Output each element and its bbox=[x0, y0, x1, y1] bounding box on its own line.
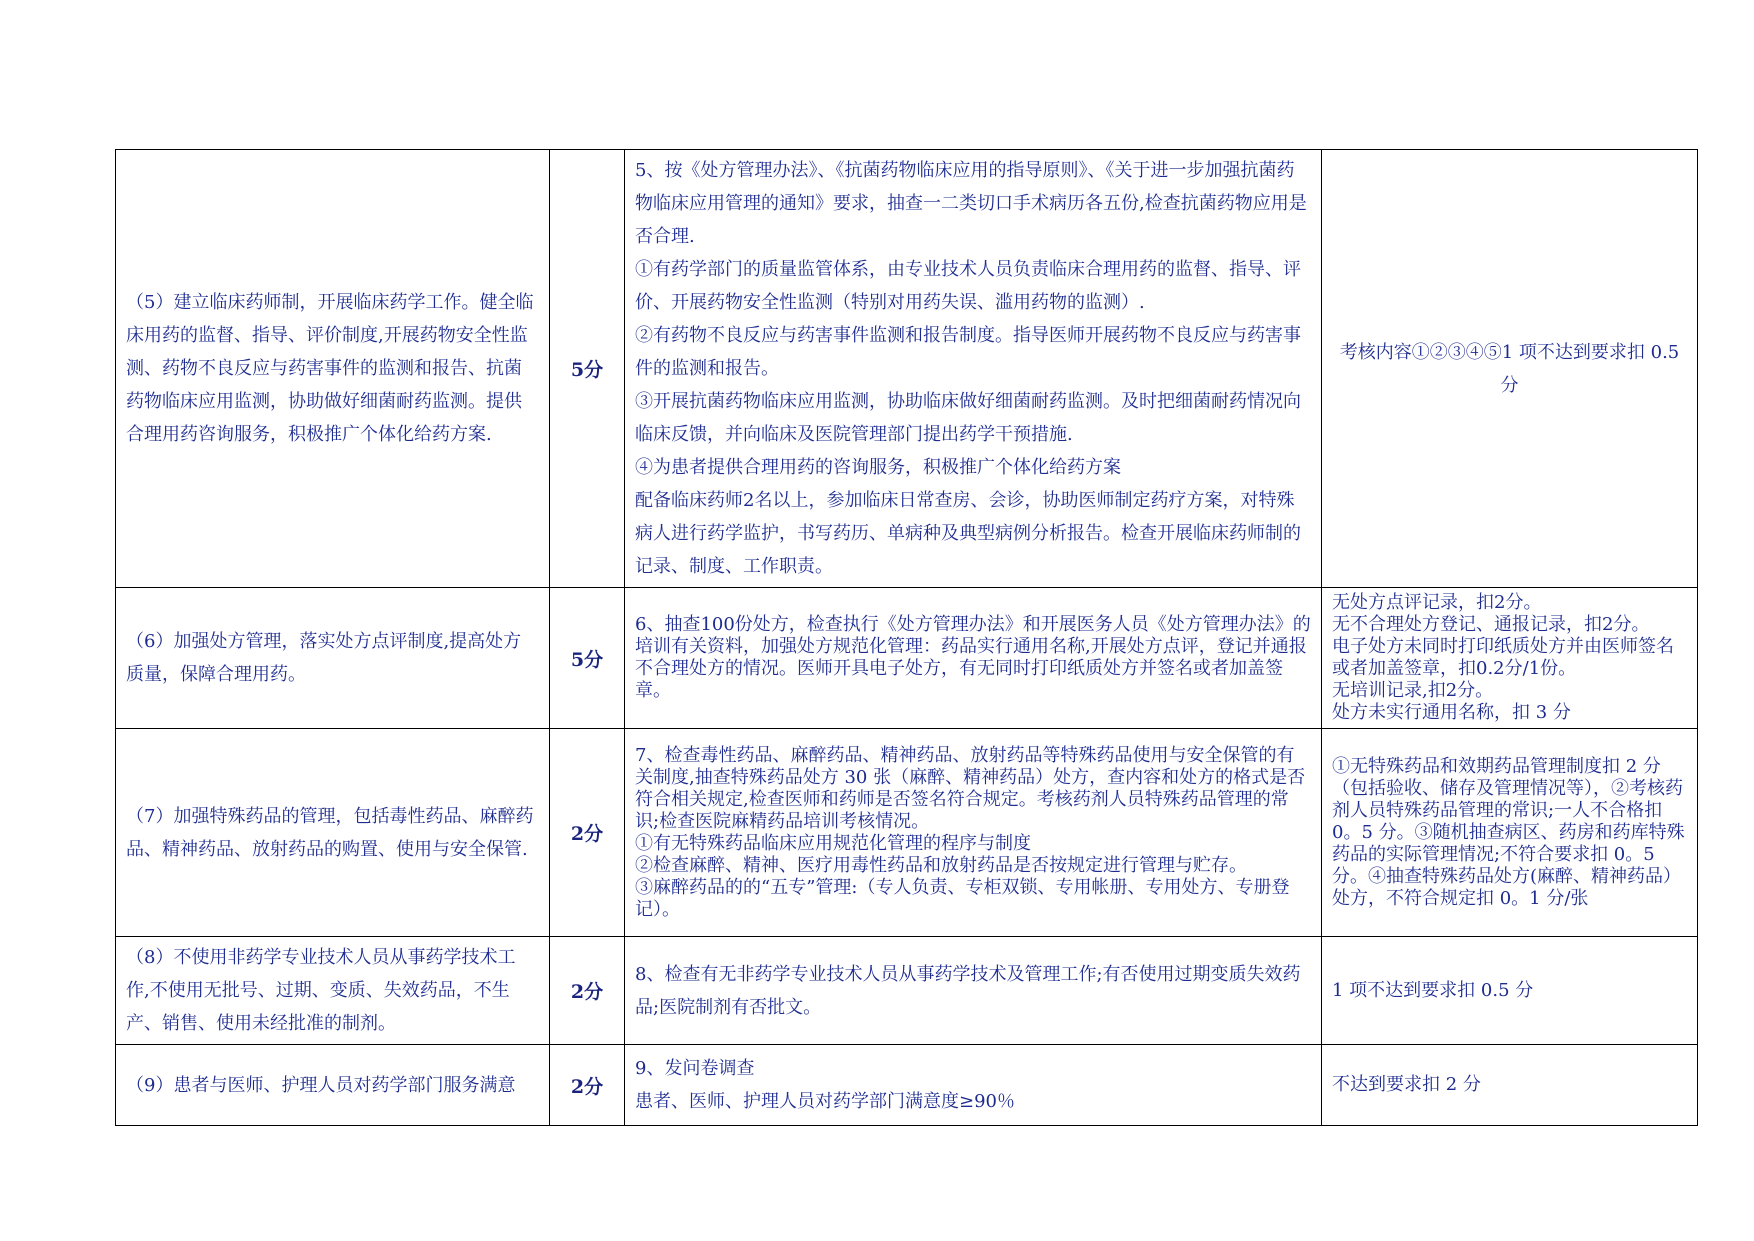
item-cell: （8）不使用非药学专业技术人员从事药学技术工作,不使用无批号、过期、变质、失效药品，不生产、销售、使用未经批准的制剂。 bbox=[116, 937, 550, 1045]
score-cell: 5分 bbox=[550, 150, 625, 588]
detail-line: 配备临床药师2名以上，参加临床日常查房、会诊，协助医师制定药疗方案，对特殊病人进行药学监护，书写药历、单病种及典型病例分析报告。检查开展临床药师制的记录、制度、工作职责。 bbox=[635, 490, 1301, 577]
deduct-line: 电子处方未同时打印纸质处方并由医师签名或者加盖签章，扣0.2分/1份。 bbox=[1332, 636, 1674, 679]
deduct-line: 处方未实行通用名称，扣 3 分 bbox=[1332, 702, 1571, 723]
deduct-cell bbox=[1322, 150, 1698, 588]
deduct-cell bbox=[1322, 937, 1698, 1045]
item-cell: （7）加强特殊药品的管理，包括毒性药品、麻醉药品、精神药品、放射药品的购置、使用与安全保管. bbox=[116, 729, 550, 937]
detail-line: 6、抽查100份处方，检查执行《处方管理办法》和开展医务人员《处方管理办法》的培训有关资料，加强处方规范化管理：药品实行通用名称,开展处方点评，登记并通报不合理处方的情况。医师开具电子处方，有无同时打印纸质处方并签名或者加盖签章。 bbox=[635, 614, 1311, 701]
deduct-line: 考核内容①②③④⑤1 项不达到要求扣 0.5 分 bbox=[1339, 341, 1680, 396]
detail-line: 7、检查毒性药品、麻醉药品、精神药品、放射药品等特殊药品使用与安全保管的有关制度,抽查特殊药品处方 30 张（麻醉、精神药品）处方，查内容和处方的格式是否符合相关规定,检查医师和药师是否签名符合规定。考核药剂人员特殊药品管理的常识;检查医院麻精药品培训考核情况。 bbox=[635, 744, 1306, 832]
detail-line: 8、检查有无非药学专业技术人员从事药学技术及管理工作;有否使用过期变质失效药品;医院制剂有否批文。 bbox=[635, 963, 1301, 1018]
detail-line: ②有药物不良反应与药害事件监测和报告制度。指导医师开展药物不良反应与药害事件的监测和报告。 bbox=[635, 325, 1301, 379]
item-cell: （6）加强处方管理，落实处方点评制度,提高处方质量，保障合理用药。 bbox=[116, 588, 550, 729]
detail-cell bbox=[625, 1045, 1322, 1126]
detail-line: 9、发问卷调查 bbox=[635, 1058, 755, 1079]
item-cell: （9）患者与医师、护理人员对药学部门服务满意 bbox=[116, 1045, 550, 1126]
table-row bbox=[116, 729, 1698, 937]
detail-line: 5、按《处方管理办法》、《抗菌药物临床应用的指导原则》、《关于进一步加强抗菌药物临床应用管理的通知》要求，抽查一二类切口手术病历各五份,检查抗菌药物应用是否合理. bbox=[635, 160, 1307, 247]
score-cell: 2分 bbox=[550, 1045, 625, 1126]
deduct-line: 无不合理处方登记、通报记录，扣2分。 bbox=[1332, 614, 1650, 635]
table-row bbox=[116, 588, 1698, 729]
detail-line: ③开展抗菌药物临床应用监测，协助临床做好细菌耐药监测。及时把细菌耐药情况向临床反馈，并向临床及医院管理部门提出药学干预措施. bbox=[635, 391, 1301, 445]
table-row bbox=[116, 150, 1698, 588]
item-cell: （5）建立临床药师制，开展临床药学工作。健全临床用药的监督、指导、评价制度,开展药物安全性监测、药物不良反应与药害事件的监测和报告、抗菌药物临床应用监测，协助做好细菌耐药监测。提供合理用药咨询服务，积极推广个体化给药方案. bbox=[116, 150, 550, 588]
deduct-line: ①无特殊药品和效期药品管理制度扣 2 分（包括验收、储存及管理情况等），②考核药剂人员特殊药品管理的常识;一人不合格扣 0。5 分。③随机抽查病区、药房和药库特殊药品的实际管理情况;不符合要求扣 0。5 分。④抽查特殊药品处方(麻醉、精神药品）处方，不符合规定扣 0。1 分/张 bbox=[1332, 755, 1685, 909]
deduct-cell bbox=[1322, 588, 1698, 729]
deduct-line: 1 项不达到要求扣 0.5 分 bbox=[1332, 979, 1534, 1001]
detail-line: ①有药学部门的质量监管体系，由专业技术人员负责临床合理用药的监督、指导、评价、开展药物安全性监测（特别对用药失误、滥用药物的监测）. bbox=[635, 259, 1301, 313]
score-cell: 2分 bbox=[550, 937, 625, 1045]
detail-cell bbox=[625, 150, 1322, 588]
score-cell: 5分 bbox=[550, 588, 625, 729]
detail-cell bbox=[625, 729, 1322, 937]
score-cell: 2分 bbox=[550, 729, 625, 937]
detail-cell bbox=[625, 937, 1322, 1045]
detail-line: 患者、医师、护理人员对药学部门满意度≥90％ bbox=[635, 1091, 1015, 1112]
deduct-cell bbox=[1322, 1045, 1698, 1126]
detail-line: ①有无特殊药品临床应用规范化管理的程序与制度 bbox=[635, 832, 1031, 854]
deduct-line: 不达到要求扣 2 分 bbox=[1332, 1074, 1481, 1095]
deduct-line: 无处方点评记录，扣2分。 bbox=[1332, 592, 1542, 613]
detail-line: ④为患者提供合理用药的咨询服务，积极推广个体化给药方案 bbox=[635, 457, 1121, 478]
detail-line: ②检查麻醉、精神、医疗用毒性药品和放射药品是否按规定进行管理与贮存。 bbox=[635, 854, 1247, 876]
detail-cell bbox=[625, 588, 1322, 729]
detail-line: ③麻醉药品的的“五专”管理:（专人负责、专柜双锁、专用帐册、专用处方、专册登记）。 bbox=[635, 876, 1290, 920]
deduct-line: 无培训记录,扣2分。 bbox=[1332, 680, 1494, 701]
table-row bbox=[116, 937, 1698, 1045]
deduct-cell bbox=[1322, 729, 1698, 937]
evaluation-table bbox=[115, 149, 1698, 1126]
table-row bbox=[116, 1045, 1698, 1126]
